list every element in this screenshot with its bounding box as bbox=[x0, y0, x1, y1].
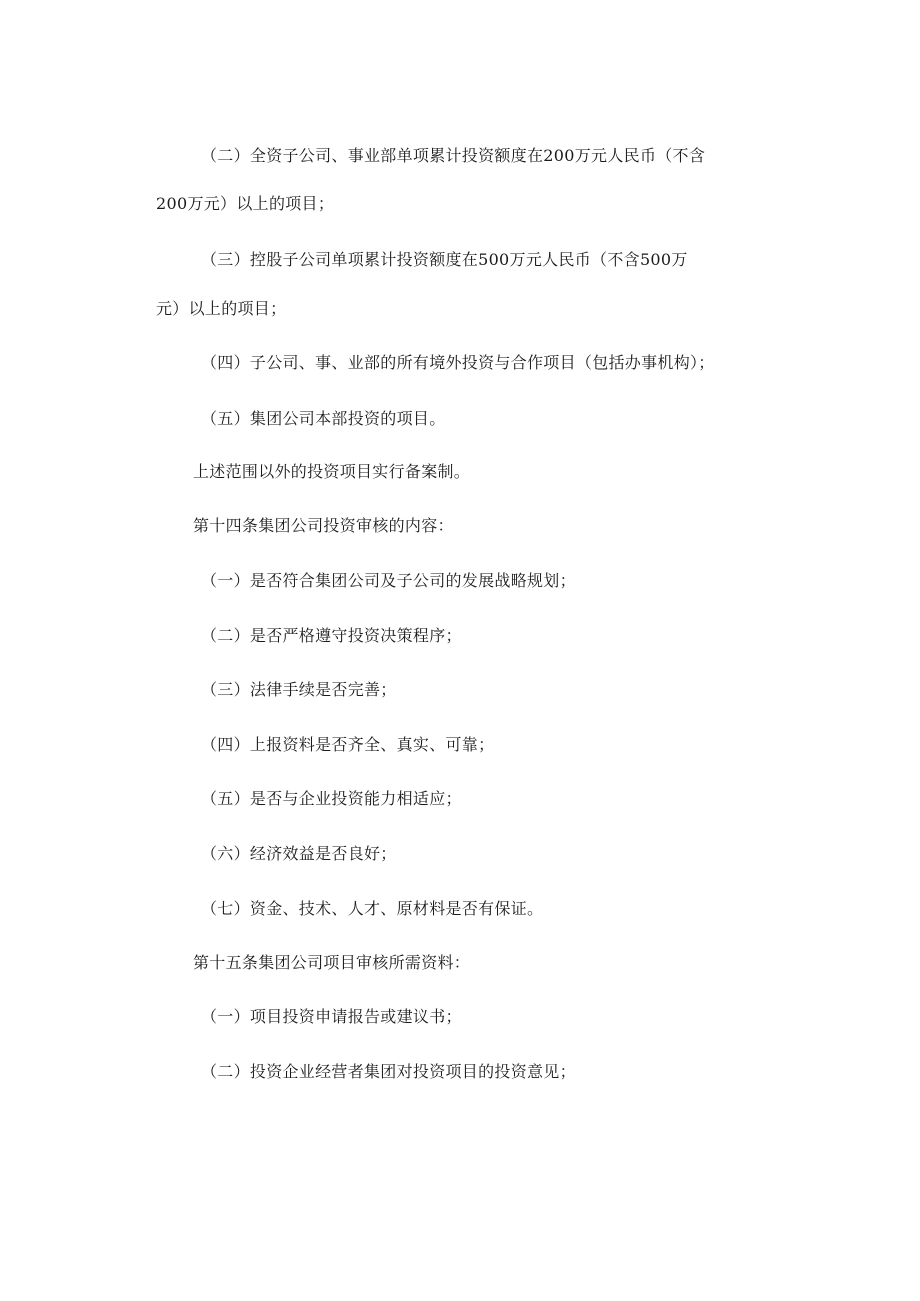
paragraph-line: 元）以上的项目； bbox=[156, 299, 287, 318]
paragraph-line: （三）法律手续是否完善； bbox=[201, 680, 397, 699]
paragraph-line: （五）集团公司本部投资的项目。 bbox=[201, 409, 446, 428]
paragraph-line: 上述范围以外的投资项目实行备案制。 bbox=[193, 462, 471, 481]
paragraph-line: （六）经济效益是否良好； bbox=[201, 844, 397, 863]
paragraph-line: （五）是否与企业投资能力相适应； bbox=[201, 789, 462, 808]
paragraph-line: （二）投资企业经营者集团对投资项目的投资意见； bbox=[201, 1062, 576, 1081]
paragraph-line: （四）上报资料是否齐全、真实、可靠； bbox=[201, 735, 495, 754]
section-heading: 第十四条集团公司投资审核的内容： bbox=[193, 516, 454, 535]
paragraph-line: （一）项目投资申请报告或建议书； bbox=[201, 1007, 462, 1026]
paragraph-line: （三）控股子公司单项累计投资额度在500万元人民币（不含500万 bbox=[201, 250, 688, 269]
paragraph-line: （一）是否符合集团公司及子公司的发展战略规划； bbox=[201, 571, 576, 590]
paragraph-line: 200万元）以上的项目； bbox=[156, 194, 335, 213]
paragraph-line: （二）全资子公司、事业部单项累计投资额度在200万元人民币（不含 bbox=[201, 146, 706, 165]
paragraph-line: （二）是否严格遵守投资决策程序； bbox=[201, 626, 462, 645]
section-heading: 第十五条集团公司项目审核所需资料： bbox=[193, 953, 471, 972]
paragraph-line: （四）子公司、事、业部的所有境外投资与合作项目（包括办事机构）； bbox=[201, 353, 715, 372]
paragraph-line: （七）资金、技术、人才、原材料是否有保证。 bbox=[201, 899, 544, 918]
